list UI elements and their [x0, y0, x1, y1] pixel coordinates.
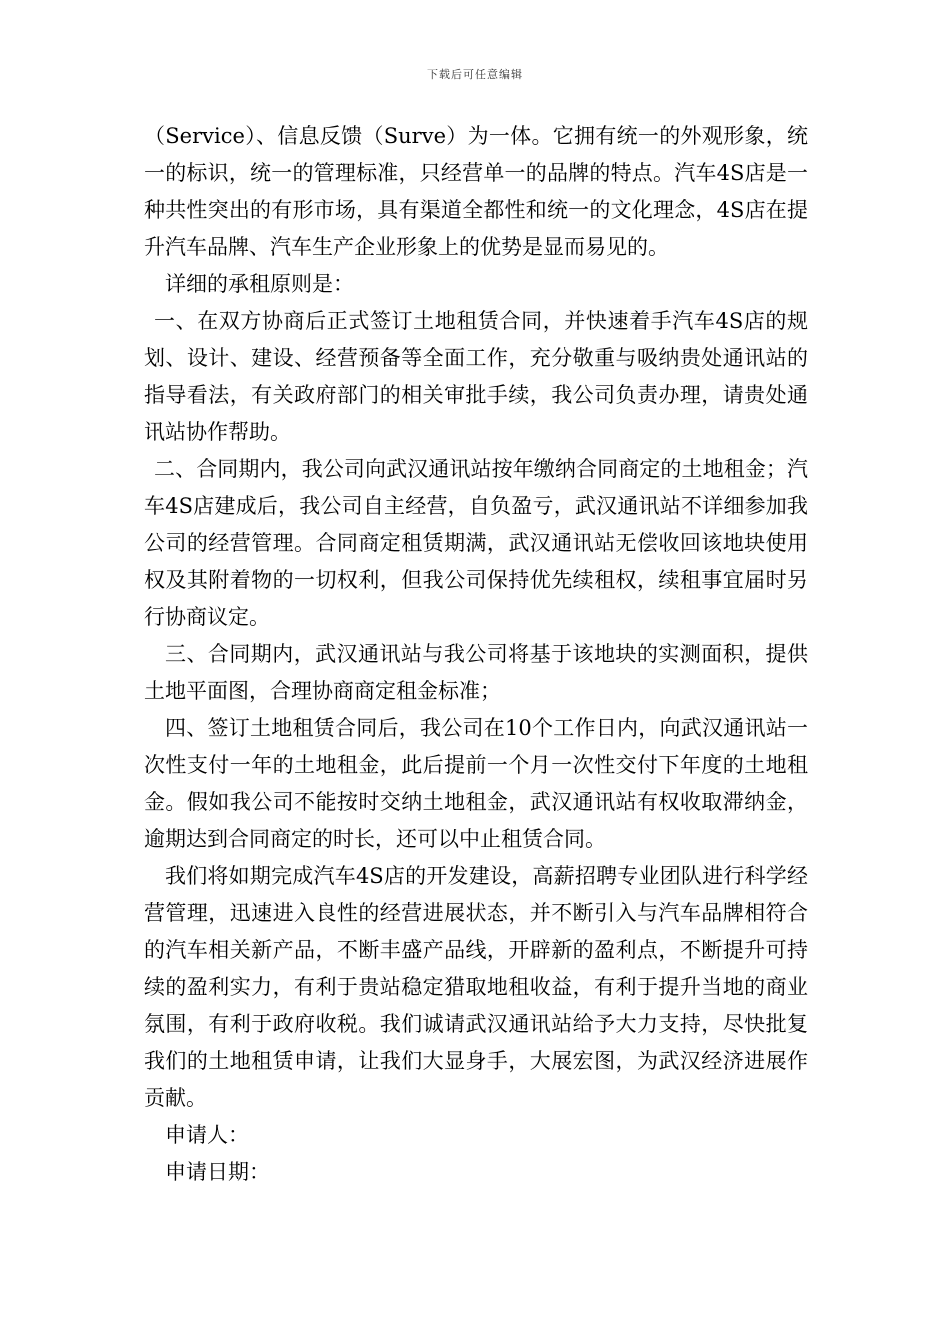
paragraph-principle-2: 二、合同期内，我公司向武汉通讯站按年缴纳合同商定的土地租金；汽车4S店建成后，我公司自主经营，自负盈亏，武汉通讯站不详细参加我公司的经营管理。合同商定租赁期满，武汉通讯站无偿收回该地块使用权及其附着物的一切权利，但我公司保持优先续租权，续租事宜届时另行协商议定。 [144, 457, 808, 629]
paragraph-principle-4: 四、签订土地租赁合同后，我公司在10个工作日内，向武汉通讯站一次性支付一年的土地租金，此后提前一个月一次性交付下年度的土地租金。假如我公司不能按时交纳土地租金，武汉通讯站有权收取滞纳金，逾期达到合同商定的时长，还可以中止租赁合同。 [144, 716, 808, 851]
applicant-line: 申请人： [165, 1123, 249, 1147]
paragraph-commitment: 我们将如期完成汽车4S店的开发建设，高薪招聘专业团队进行科学经营管理，迅速进入良性的经营进展状态，并不断引入与汽车品牌相符合的汽车相关新产品，不断丰盛产品线，开辟新的盈利点，不断提升可持续的盈利实力，有利于贵站稳定猎取地租收益，有利于提升当地的商业氛围，有利于政府收税。我们诚请武汉通讯站给予大力支持，尽快批复我们的土地租赁申请，让我们大显身手，大展宏图，为武汉经济进展作贡献。 [144, 864, 808, 1110]
page-header-note: 下载后可任意编辑 [427, 68, 523, 81]
paragraph-principle-3: 三、合同期内，武汉通讯站与我公司将基于该地块的实测面积，提供土地平面图，合理协商商定租金标准； [144, 642, 808, 703]
paragraph-intro-continuation: （Service）、信息反馈（Surve）为一体。它拥有统一的外观形象，统一的标识，统一的管理标准，只经营单一的品牌的特点。汽车4S店是一种共性突出的有形市场，具有渠道全都性和统一的文化理念，4S店在提升汽车品牌、汽车生产企业形象上的优势是显而易见的。 [144, 124, 808, 259]
application-date-line: 申请日期： [165, 1160, 270, 1184]
paragraph-principle-1: 一、在双方协商后正式签订土地租赁合同，并快速着手汽车4S店的规划、设计、建设、经营预备等全面工作，充分敬重与吸纳贵处通讯站的指导看法，有关政府部门的相关审批手续，我公司负责办理，请贵处通讯站协作帮助。 [144, 309, 808, 444]
paragraph-principles-heading: 详细的承租原则是： [165, 272, 354, 296]
document-body [144, 118, 808, 1191]
